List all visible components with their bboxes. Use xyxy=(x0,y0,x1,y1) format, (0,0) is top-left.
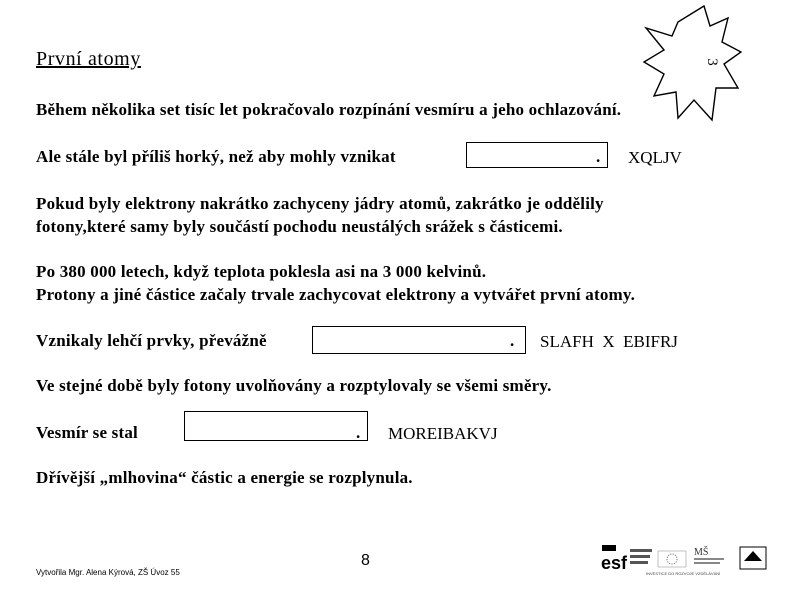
page-title: První atomy xyxy=(36,48,141,70)
esf-logo xyxy=(601,545,652,573)
paragraph-2: Ale stále byl příliš horký, než aby mohly vznikat xyxy=(36,147,396,166)
answer-box-2[interactable] xyxy=(312,326,526,354)
answer-box-2-dot: . xyxy=(510,331,515,350)
paragraph-5: Vznikaly lehčí prvky, převážně xyxy=(36,331,267,350)
star-badge xyxy=(642,4,742,124)
hint-3: MOREIBAKVJ xyxy=(388,424,498,443)
paragraph-8: Dřívější „mlhovina“ částic a energie se rozplynula. xyxy=(36,468,413,487)
logo-caption: INVESTICE DO ROZVOJE VZDĚLÁVÁNÍ xyxy=(646,571,721,576)
paragraph-1: Během několika set tisíc let pokračovalo rozpínání vesmíru a jeho ochlazování. xyxy=(36,100,622,119)
msmt-logo xyxy=(694,546,724,564)
paragraph-4-line-2: Protony a jiné částice začaly trvale zachycovat elektrony a vytvářet první atomy. xyxy=(36,285,636,304)
paragraph-3-line-2: fotony,které samy byly součástí pochodu neustálých srážek s částicemi. xyxy=(36,217,563,236)
esf-logo-text: esf xyxy=(601,553,628,573)
funding-logos xyxy=(600,543,770,577)
answer-box-1-dot: . xyxy=(596,147,601,166)
answer-box-3-dot: . xyxy=(356,423,361,442)
paragraph-3-line-1: Pokud byly elektrony nakrátko zachyceny jádry atomů, zakrátko je oddělily xyxy=(36,194,604,213)
svg-text:MŠ: MŠ xyxy=(694,547,709,558)
op-logo xyxy=(740,547,766,569)
hint-1: XQLJV xyxy=(628,148,682,167)
author-credit: Vytvořila Mgr. Alena Kýrová, ZŠ Úvoz 55 xyxy=(36,568,180,577)
answer-box-1[interactable] xyxy=(466,142,608,168)
badge-number: 3 xyxy=(704,58,720,66)
page-number: 8 xyxy=(361,552,370,569)
paragraph-6: Ve stejné době byly fotony uvolňovány a rozptylovaly se všemi směry. xyxy=(36,376,552,395)
hint-2: SLAFH X EBIFRJ xyxy=(540,332,678,351)
paragraph-4-line-1: Po 380 000 letech, když teplota poklesla asi na 3 000 kelvinů. xyxy=(36,262,487,281)
paragraph-7: Vesmír se stal xyxy=(36,423,138,442)
answer-box-3[interactable] xyxy=(184,411,368,441)
star-shape xyxy=(644,6,741,120)
eu-flag-logo xyxy=(658,551,686,567)
